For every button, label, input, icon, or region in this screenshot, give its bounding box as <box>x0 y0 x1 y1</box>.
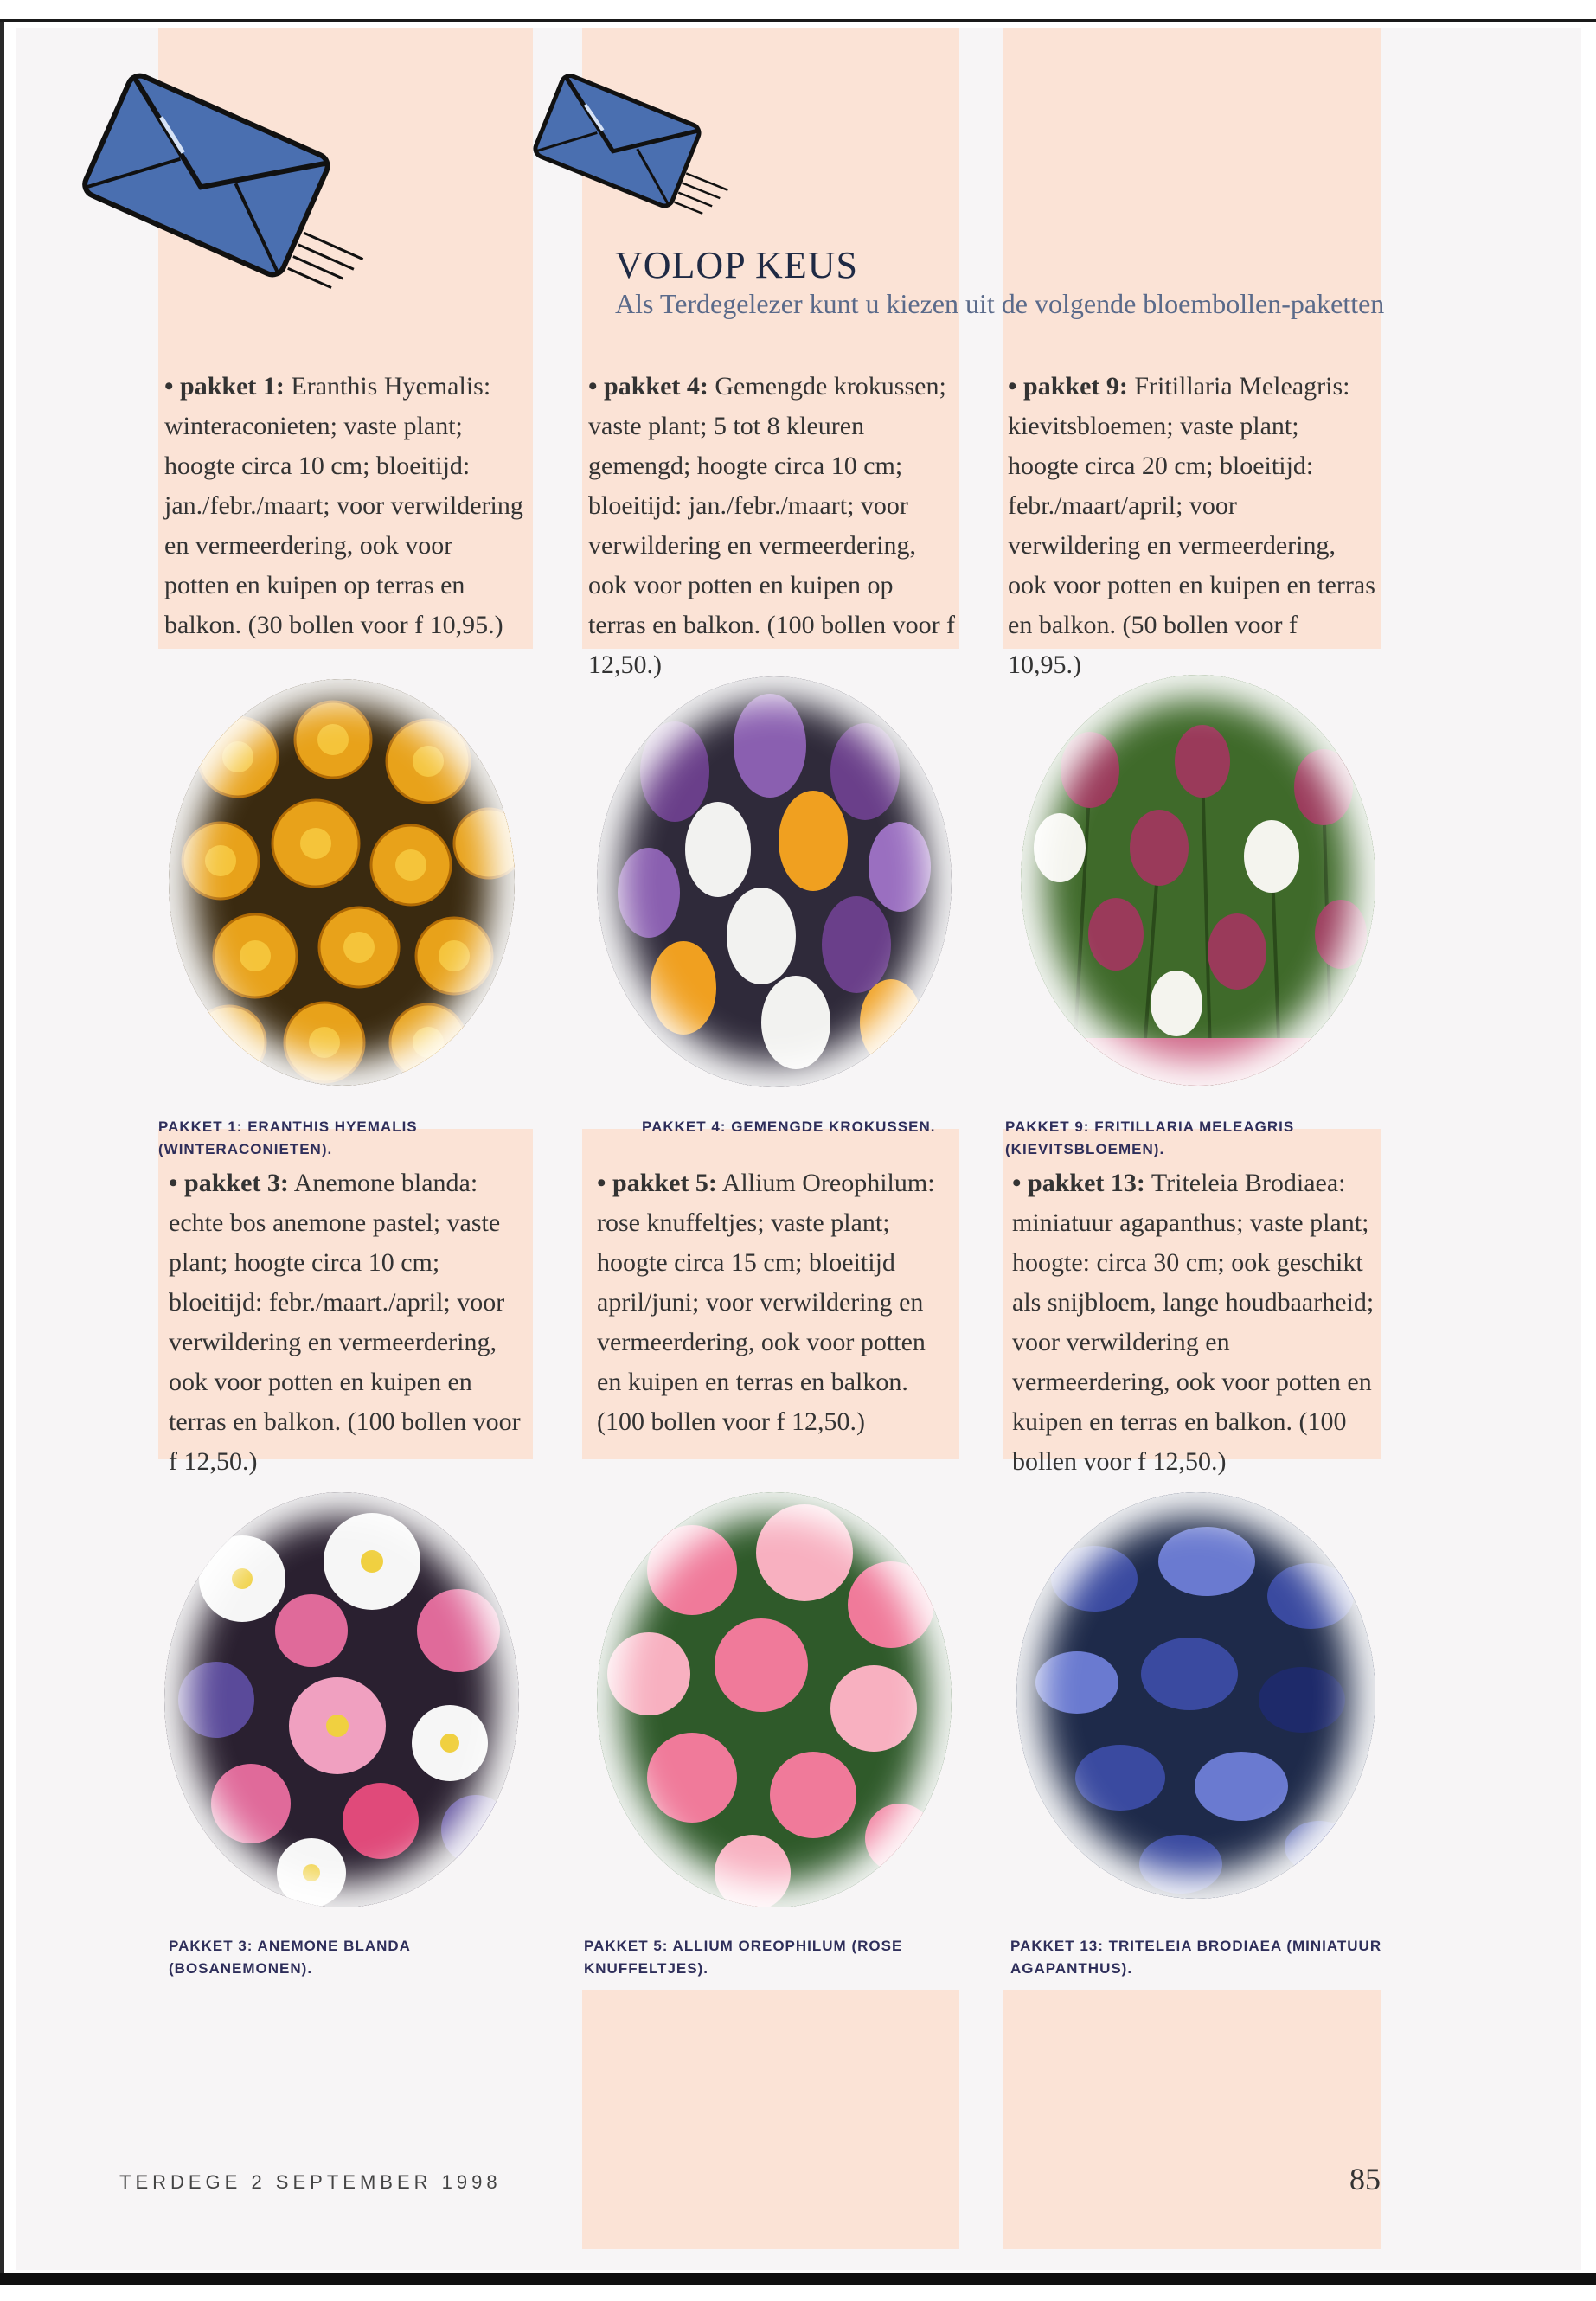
page-title: VOLOP KEUS <box>615 244 858 286</box>
page-number: 85 <box>1349 2162 1381 2196</box>
anemone-photo <box>164 1492 519 1907</box>
photo-caption: PAKKET 13: TRITELEIA BRODIAEA (MINIATUUR AGAPANTHUS). <box>1010 1938 1382 1977</box>
package-label: pakket 5: <box>612 1169 717 1197</box>
bottom-rule <box>0 2273 1596 2285</box>
package-label: pakket 1: <box>180 372 285 401</box>
fritillaria-photo <box>1021 675 1375 1086</box>
crocus-photo <box>597 676 952 1087</box>
package-description: Eranthis Hyemalis: winteraconieten; vaste plant; hoogte circa 10 cm; bloeitijd: jan./febr./maart; voor verwildering en vermeerdering, ook voor potten en kuipen op terras en balkon. (30 bollen voor f 10,95.) <box>164 372 523 639</box>
page-subtitle: Als Terdegelezer kunt u kiezen uit de volgende bloembollen-paketten <box>615 288 1385 319</box>
column-bg-3-bottom <box>1003 1990 1381 2249</box>
triteleia-photo <box>1016 1492 1375 1899</box>
photo-caption: PAKKET 3: ANEMONE BLANDA (BOSANEMONEN). <box>169 1938 411 1977</box>
package-label: pakket 3: <box>184 1169 289 1197</box>
package-text-13: • pakket 13: Triteleia Brodiaea: miniatuur agapanthus; vaste plant; hoogte: circa 30 cm; ook geschikt als snijbloem, lange houdbaarheid; voor verwildering en vermeerdering, ook voor potten en kuipen en terras en balkon. (100 bollen voor f 12,50.) <box>1012 1169 1375 1476</box>
left-edge <box>0 22 4 2273</box>
package-label: pakket 13: <box>1028 1169 1145 1197</box>
package-label: pakket 4: <box>604 372 708 401</box>
photo-caption: PAKKET 1: ERANTHIS HYEMALIS (WINTERACONIETEN). <box>158 1118 418 1157</box>
eranthis-photo <box>169 679 515 1086</box>
package-text-4: • pakket 4: Gemengde krokussen; vaste plant; 5 tot 8 kleuren gemengd; hoogte circa 10 cm; bloeitijd: jan./febr./maart; voor verwildering en vermeerdering, ook voor potten en kuipen op terras en balkon. (100 bollen voor f 12,50.) <box>588 372 956 679</box>
package-description: Triteleia Brodiaea: miniatuur agapanthus; vaste plant; hoogte: circa 30 cm; ook geschikt als snijbloem, lange houdbaarheid; voor verwildering en vermeerdering, ook voor potten en kuipen en terras en balkon. (100 bollen voor f 12,50.) <box>1012 1169 1375 1476</box>
photo-caption: PAKKET 9: FRITILLARIA MELEAGRIS (KIEVITSBLOEMEN). <box>1005 1118 1295 1157</box>
package-description: Anemone blanda: echte bos anemone pastel; vaste plant; hoogte circa 10 cm; bloeitijd: febr./maart./april; voor verwildering en vermeerdering, ook voor potten en kuipen en terras en balkon. (100 bollen voor f 12,50.) <box>169 1169 521 1476</box>
package-text-3: • pakket 3: Anemone blanda: echte bos anemone pastel; vaste plant; hoogte circa 10 cm; bloeitijd: febr./maart./april; voor verwildering en vermeerdering, ook voor potten en kuipen en terras en balkon. (100 bollen voor f 12,50.) <box>169 1169 521 1476</box>
envelope-icon <box>82 61 411 294</box>
package-text-5: • pakket 5: Allium Oreophilum: rose knuffeltjes; vaste plant; hoogte circa 15 cm; bloeitijd april/juni; voor verwildering en vermeerdering, ook voor potten en kuipen en terras en balkon. (100 bollen voor f 12,50.) <box>597 1169 935 1436</box>
package-label: pakket 9: <box>1023 372 1128 401</box>
publication-footer: TERDEGE 2 SEPTEMBER 1998 <box>119 2171 502 2193</box>
package-description: Gemengde krokussen; vaste plant; 5 tot 8 kleuren gemengd; hoogte circa 10 cm; bloeitijd: jan./febr./maart; voor verwildering en vermeerdering, ook voor potten en kuipen op terras en balkon. (100 bollen voor f 12,50.) <box>588 372 956 679</box>
package-description: Allium Oreophilum: rose knuffeltjes; vaste plant; hoogte circa 15 cm; bloeitijd april/juni; voor verwildering en vermeerdering, ook voor potten en kuipen en terras en balkon. (100 bollen voor f 12,50.) <box>597 1169 935 1436</box>
allium-photo <box>597 1492 952 1907</box>
column-bg-2-bottom <box>582 1990 959 2249</box>
envelope-icon <box>528 61 753 225</box>
package-text-9: • pakket 9: Fritillaria Meleagris: kievitsbloemen; vaste plant; hoogte circa 20 cm; bloeitijd: febr./maart/april; voor verwildering en vermeerdering, ook voor potten en kuipen en terras en balkon. (50 bollen voor f 10,95.) <box>1008 372 1375 679</box>
package-text-1: • pakket 1: Eranthis Hyemalis: winteraconieten; vaste plant; hoogte circa 10 cm; bloeitijd: jan./febr./maart; voor verwildering en vermeerdering, ook voor potten en kuipen op terras en balkon. (30 bollen voor f 10,95.) <box>164 372 523 639</box>
photo-caption: PAKKET 4: GEMENGDE KROKUSSEN. <box>642 1118 936 1135</box>
top-rule <box>0 19 1596 22</box>
package-description: Fritillaria Meleagris: kievitsbloemen; vaste plant; hoogte circa 20 cm; bloeitijd: febr./maart/april; voor verwildering en vermeerdering, ook voor potten en kuipen en terras en balkon. (50 bollen voor f 10,95.) <box>1008 372 1375 679</box>
photo-caption: PAKKET 5: ALLIUM OREOPHILUM (ROSE KNUFFELTJES). <box>584 1938 903 1977</box>
